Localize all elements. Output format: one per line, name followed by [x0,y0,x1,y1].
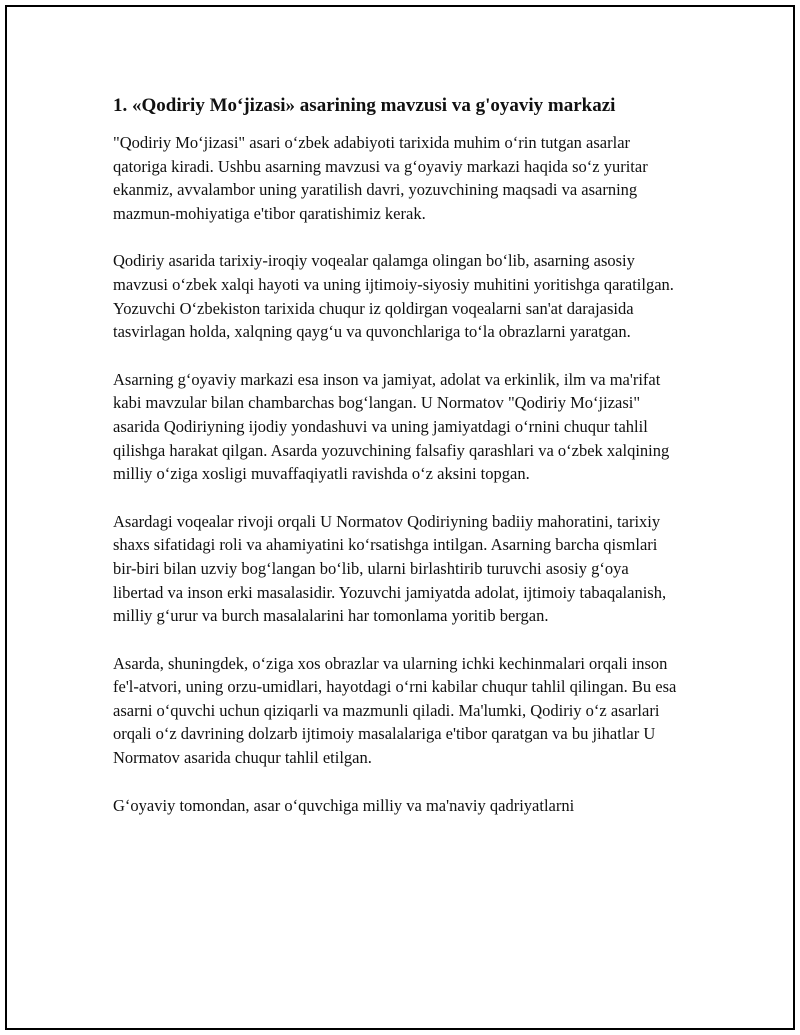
paragraph-2: Qodiriy asarida tarixiy-iroqiy voqealar qalamga olingan bo‘lib, asarning asosiy mavzusi o‘zbek xalqi hayoti va uning ijtimoiy-siyosiy muhitini yoritishga qaratilgan. Yozuvchi O‘zbekiston tarixida chuqur iz qoldirgan voqealarni san'at darajasida tasvirlagan holda, xalqning qayg‘u va quvonchlariga to‘la obrazlarni yaratgan. [113,251,674,342]
document-body [113,93,683,841]
paragraph-6: G‘oyaviy tomondan, asar o‘quvchiga milliy va ma'naviy qadriyatlarni [113,795,575,815]
paragraph-5: Asarda, shuningdek, o‘ziga xos obrazlar va ularning ichki kechinmalari orqali inson fe'l-atvori, uning orzu-umidlari, hayotdagi o‘rni kabilar chuqur tahlil qilingan. Bu esa asarni o‘quvchi uchun qiziqarli va mazmunli qiladi. Ma'lumki, Qodiriy o‘z asarlari orqali o‘z davrining dolzarb ijtimoiy masalalariga e'tibor qaratgan va bu jihatlar U Normatov asarida chuqur tahlil etilgan. [113,653,677,768]
paragraph-4: Asardagi voqealar rivoji orqali U Normatov Qodiriyning badiiy mahoratini, tarixiy shaxs sifatidagi roli va ahamiyatini ko‘rsatishga intilgan. Asarning barcha qismlari bir-biri bilan uzviy bog‘langan bo‘lib, ularni birlashtirib turuvchi asosiy g‘oya libertad va inson erki masalasidir. Yozuvchi jamiyatda adolat, ijtimoiy tabaqalanish, milliy g‘urur va burch masalalarini har tomonlama yoritib bergan. [113,511,667,626]
section-heading: 1. «Qodiriy Mo‘jizasi» asarining mavzusi va g'oyaviy markazi [113,95,616,116]
paragraph-3: Asarning g‘oyaviy markazi esa inson va jamiyat, adolat va erkinlik, ilm va ma'rifat kabi mavzular bilan chambarchas bog‘langan. U Normatov "Qodiriy Mo‘jizasi" asarida Qodiriyning ijodiy yondashuvi va uning jamiyatdagi o‘rnini chuqur tahlil qilishga harakat qilgan. Asarda yozuvchining falsafiy qarashlari va o‘zbek xalqining milliy o‘ziga xosligi muvaffaqiyatli ravishda o‘z aksini topgan. [113,369,670,484]
paragraph-1: "Qodiriy Mo‘jizasi" asari o‘zbek adabiyoti tarixida muhim o‘rin tutgan asarlar qatoriga kiradi. Ushbu asarning mavzusi va g‘oyaviy markazi haqida so‘z yuritar ekanmiz, avvalambor uning yaratilish davri, yozuvchining maqsadi va asarning mazmun-mohiyatiga e'tibor qaratishimiz kerak. [113,133,648,223]
